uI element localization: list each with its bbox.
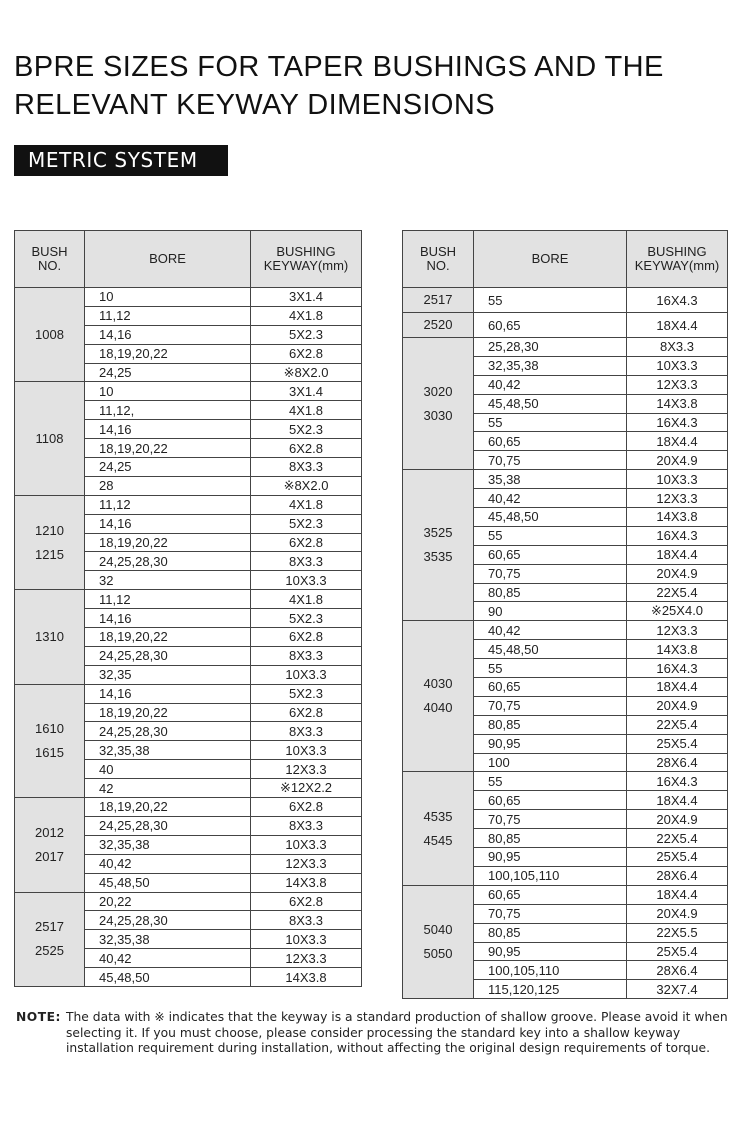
keyway-cell: 6X2.8 [251,798,362,817]
keyway-cell: 10X3.3 [627,356,728,375]
bush-number-cell [403,470,474,621]
bore-cell: 11,12 [85,590,251,609]
keyway-cell: 8X3.3 [251,552,362,571]
keyway-cell: 10X3.3 [627,470,728,489]
bore-header: BORE [85,231,251,288]
bore-cell: 10 [85,382,251,401]
keyway-header: BUSHING KEYWAY(mm) [627,231,728,288]
keyway-cell: 8X3.3 [251,646,362,665]
keyway-cell: 10X3.3 [251,741,362,760]
right-table-body [403,288,728,999]
bore-cell: 20,22 [85,892,251,911]
table-row [15,798,362,817]
table-row [15,288,362,307]
bush-number: 5050 [423,946,453,961]
bore-cell: 14,16 [85,420,251,439]
bore-cell: 24,25,28,30 [85,552,251,571]
bush-number-cell [15,495,85,589]
bush-number: 1108 [35,430,64,446]
bore-cell: 18,19,20,22 [85,703,251,722]
keyway-cell: 8X3.3 [627,338,728,357]
keyway-cell: 25X5.4 [627,848,728,867]
keyway-cell: 6X2.8 [251,533,362,552]
bore-cell: 45,48,50 [474,640,627,659]
bush-number: 2517 [35,919,64,935]
bore-cell: 24,25,28,30 [85,816,251,835]
keyway-cell: 18X4.4 [627,545,728,564]
note-text: The data with ※ indicates that the keyway is a standard production of shallow groove. Please avoid it when selecting it. If you must choose, please consider processing the standard key into a shallow keyway installation requirement during installation, without affecting the original design requirements of torque. [66,1010,728,1055]
keyway-cell: 20X4.9 [627,904,728,923]
bore-cell: 40 [85,760,251,779]
right-size-table [402,230,728,999]
bore-cell: 40,42 [85,854,251,873]
bore-cell: 80,85 [474,923,627,942]
keyway-cell: 4X1.8 [251,590,362,609]
bore-cell: 70,75 [474,904,627,923]
keyway-cell: 28X6.4 [627,866,728,885]
bore-cell: 32,35 [85,665,251,684]
bore-cell: 32 [85,571,251,590]
bore-cell: 80,85 [474,583,627,602]
table-row [403,313,728,338]
bore-cell: 70,75 [474,696,627,715]
table-row [15,382,362,401]
bush-number: 2517 [423,292,453,307]
keyway-cell: 4X1.8 [251,401,362,420]
bore-cell: 32,35,38 [85,835,251,854]
keyway-cell: 18X4.4 [627,432,728,451]
bore-cell: 40,42 [85,949,251,968]
bore-cell: 45,48,50 [474,508,627,527]
keyway-cell: ※12X2.2 [251,779,362,798]
bore-cell: 24,25,28,30 [85,646,251,665]
bush-number: 3020 [423,383,453,399]
keyway-cell: 14X3.8 [627,394,728,413]
bore-cell: 100,105,110 [474,866,627,885]
bore-cell: 45,48,50 [85,873,251,892]
keyway-cell: 22X5.4 [627,715,728,734]
bore-cell: 14,16 [85,609,251,628]
bore-cell: 55 [474,526,627,545]
metric-system-badge: METRIC SYSTEM [14,145,228,176]
keyway-cell: 5X2.3 [251,325,362,344]
bore-cell: 24,25,28,30 [85,722,251,741]
keyway-cell: 10X3.3 [251,571,362,590]
bush-number: 3535 [423,549,453,565]
keyway-cell: 20X4.9 [627,564,728,583]
bore-cell: 42 [85,779,251,798]
table-row [403,338,728,357]
keyway-cell: 12X3.3 [251,949,362,968]
bore-cell: 90 [474,602,627,621]
bore-cell: 11,12 [85,495,251,514]
bore-cell: 90,95 [474,848,627,867]
bush-number: 1310 [35,628,64,644]
bore-cell: 80,85 [474,829,627,848]
bush-number: 1008 [35,326,64,342]
table-row [403,621,728,640]
bore-cell: 60,65 [474,313,627,338]
bore-cell: 18,19,20,22 [85,439,251,458]
keyway-cell: ※8X2.0 [251,363,362,382]
bore-cell: 45,48,50 [85,968,251,987]
bush-number-cell [15,798,85,892]
bore-cell: 14,16 [85,514,251,533]
bore-cell: 24,25,28,30 [85,911,251,930]
keyway-cell: 16X4.3 [627,413,728,432]
keyway-cell: 6X2.8 [251,439,362,458]
keyway-cell: 5X2.3 [251,514,362,533]
keyway-cell: 32X7.4 [627,980,728,999]
bore-cell: 10 [85,288,251,307]
keyway-cell: 4X1.8 [251,495,362,514]
bush-number: 1210 [35,522,64,538]
bush-number-cell [403,772,474,885]
bush-number-cell [403,885,474,998]
keyway-cell: 6X2.8 [251,344,362,363]
bush-number-cell [403,313,474,338]
table-row [403,288,728,313]
bore-cell: 32,35,38 [474,356,627,375]
keyway-cell: 20X4.9 [627,810,728,829]
bush-number: 3030 [423,407,453,423]
bore-cell: 18,19,20,22 [85,344,251,363]
bore-header: BORE [474,231,627,288]
bore-cell: 40,42 [474,489,627,508]
bore-cell: 18,19,20,22 [85,798,251,817]
keyway-cell: 5X2.3 [251,609,362,628]
keyway-cell: 6X2.8 [251,628,362,647]
left-table-body [15,288,362,987]
keyway-cell: 3X1.4 [251,288,362,307]
table-header-row [15,231,362,288]
bore-cell: 70,75 [474,564,627,583]
page-title [14,48,734,124]
bore-cell: 55 [474,659,627,678]
keyway-cell: 8X3.3 [251,816,362,835]
bore-cell: 90,95 [474,734,627,753]
bore-cell: 60,65 [474,545,627,564]
title-line-1: BPRE SIZES FOR TAPER BUSHINGS AND THE [14,51,664,83]
bush-number-cell [15,892,85,986]
bore-cell: 90,95 [474,942,627,961]
keyway-cell: 12X3.3 [251,854,362,873]
keyway-cell: 14X3.8 [251,968,362,987]
bore-cell: 100,105,110 [474,961,627,980]
bore-cell: 70,75 [474,810,627,829]
bush-number: 2017 [35,848,64,864]
bore-cell: 55 [474,413,627,432]
keyway-header: BUSHING KEYWAY(mm) [251,231,362,288]
bush-number-cell [403,288,474,313]
keyway-cell: 3X1.4 [251,382,362,401]
bush-number-cell [15,288,85,382]
bush-number-cell [15,684,85,797]
keyway-cell: 16X4.3 [627,288,728,313]
bore-cell: 115,120,125 [474,980,627,999]
bore-cell: 60,65 [474,432,627,451]
keyway-cell: 12X3.3 [627,375,728,394]
keyway-cell: 20X4.9 [627,451,728,470]
table-row [403,470,728,489]
bore-cell: 11,12, [85,401,251,420]
bush-number: 4545 [423,832,453,848]
bore-cell: 11,12 [85,306,251,325]
table-header-row [403,231,728,288]
keyway-cell: 25X5.4 [627,942,728,961]
keyway-cell: 8X3.3 [251,458,362,477]
bore-cell: 80,85 [474,715,627,734]
bore-cell: 14,16 [85,325,251,344]
keyway-cell: 14X3.8 [251,873,362,892]
keyway-cell: 8X3.3 [251,911,362,930]
keyway-cell: 28X6.4 [627,961,728,980]
bore-cell: 60,65 [474,791,627,810]
keyway-cell: 18X4.4 [627,678,728,697]
keyway-cell: 14X3.8 [627,508,728,527]
keyway-cell: 28X6.4 [627,753,728,772]
bush-number: 1610 [35,720,64,736]
keyway-cell: 12X3.3 [627,621,728,640]
bush-no-header: BUSH NO. [403,231,474,288]
bore-cell: 60,65 [474,678,627,697]
bore-cell: 55 [474,772,627,791]
table-row [15,590,362,609]
keyway-cell: 4X1.8 [251,306,362,325]
bush-number: 1215 [35,546,64,562]
bush-number-cell [403,621,474,772]
keyway-cell: 6X2.8 [251,703,362,722]
bush-number: 4535 [423,808,453,824]
table-row [15,684,362,703]
keyway-cell: 5X2.3 [251,420,362,439]
bush-number-cell [15,382,85,495]
bore-cell: 100 [474,753,627,772]
bush-number: 4030 [423,676,453,692]
bore-cell: 45,48,50 [474,394,627,413]
keyway-cell: 10X3.3 [251,930,362,949]
keyway-cell: ※8X2.0 [251,476,362,495]
keyway-cell: 10X3.3 [251,835,362,854]
keyway-cell: 14X3.8 [627,640,728,659]
bush-number: 2012 [35,824,64,840]
bush-number: 5040 [423,922,453,937]
table-row [403,772,728,791]
keyway-cell: 12X3.3 [627,489,728,508]
keyway-cell: 8X3.3 [251,722,362,741]
keyway-cell: 10X3.3 [251,665,362,684]
bore-cell: 24,25 [85,458,251,477]
bore-cell: 18,19,20,22 [85,533,251,552]
keyway-cell: 22X5.4 [627,583,728,602]
bush-no-header: BUSH NO. [15,231,85,288]
keyway-cell: 22X5.5 [627,923,728,942]
left-size-table [14,230,362,987]
keyway-cell: 16X4.3 [627,526,728,545]
keyway-cell: 12X3.3 [251,760,362,779]
bore-cell: 32,35,38 [85,741,251,760]
table-row [15,892,362,911]
bore-cell: 35,38 [474,470,627,489]
bore-cell: 40,42 [474,375,627,394]
table-row [403,885,728,904]
keyway-cell: 5X2.3 [251,684,362,703]
title-line-2: RELEVANT KEYWAY DIMENSIONS [14,89,495,121]
keyway-cell: 6X2.8 [251,892,362,911]
keyway-cell: 20X4.9 [627,696,728,715]
bore-cell: 14,16 [85,684,251,703]
keyway-cell: 18X4.4 [627,885,728,904]
keyway-cell: 22X5.4 [627,829,728,848]
bush-number: 2520 [423,317,453,332]
bore-cell: 24,25 [85,363,251,382]
keyway-cell: 18X4.4 [627,313,728,338]
bush-number: 2525 [35,943,64,959]
bush-number-cell [403,338,474,470]
bore-cell: 18,19,20,22 [85,628,251,647]
note-label: NOTE: [16,1010,61,1024]
bore-cell: 40,42 [474,621,627,640]
bore-cell: 28 [85,476,251,495]
keyway-cell: 25X5.4 [627,734,728,753]
bore-cell: 25,28,30 [474,338,627,357]
bore-cell: 55 [474,288,627,313]
table-row [15,495,362,514]
bush-number: 3525 [423,525,453,541]
bush-number: 4040 [423,700,453,716]
keyway-cell: ※25X4.0 [627,602,728,621]
bore-cell: 70,75 [474,451,627,470]
bush-number: 1615 [35,744,64,760]
keyway-cell: 16X4.3 [627,659,728,678]
keyway-cell: 18X4.4 [627,791,728,810]
bore-cell: 60,65 [474,885,627,904]
keyway-cell: 16X4.3 [627,772,728,791]
bush-number-cell [15,590,85,684]
bore-cell: 32,35,38 [85,930,251,949]
